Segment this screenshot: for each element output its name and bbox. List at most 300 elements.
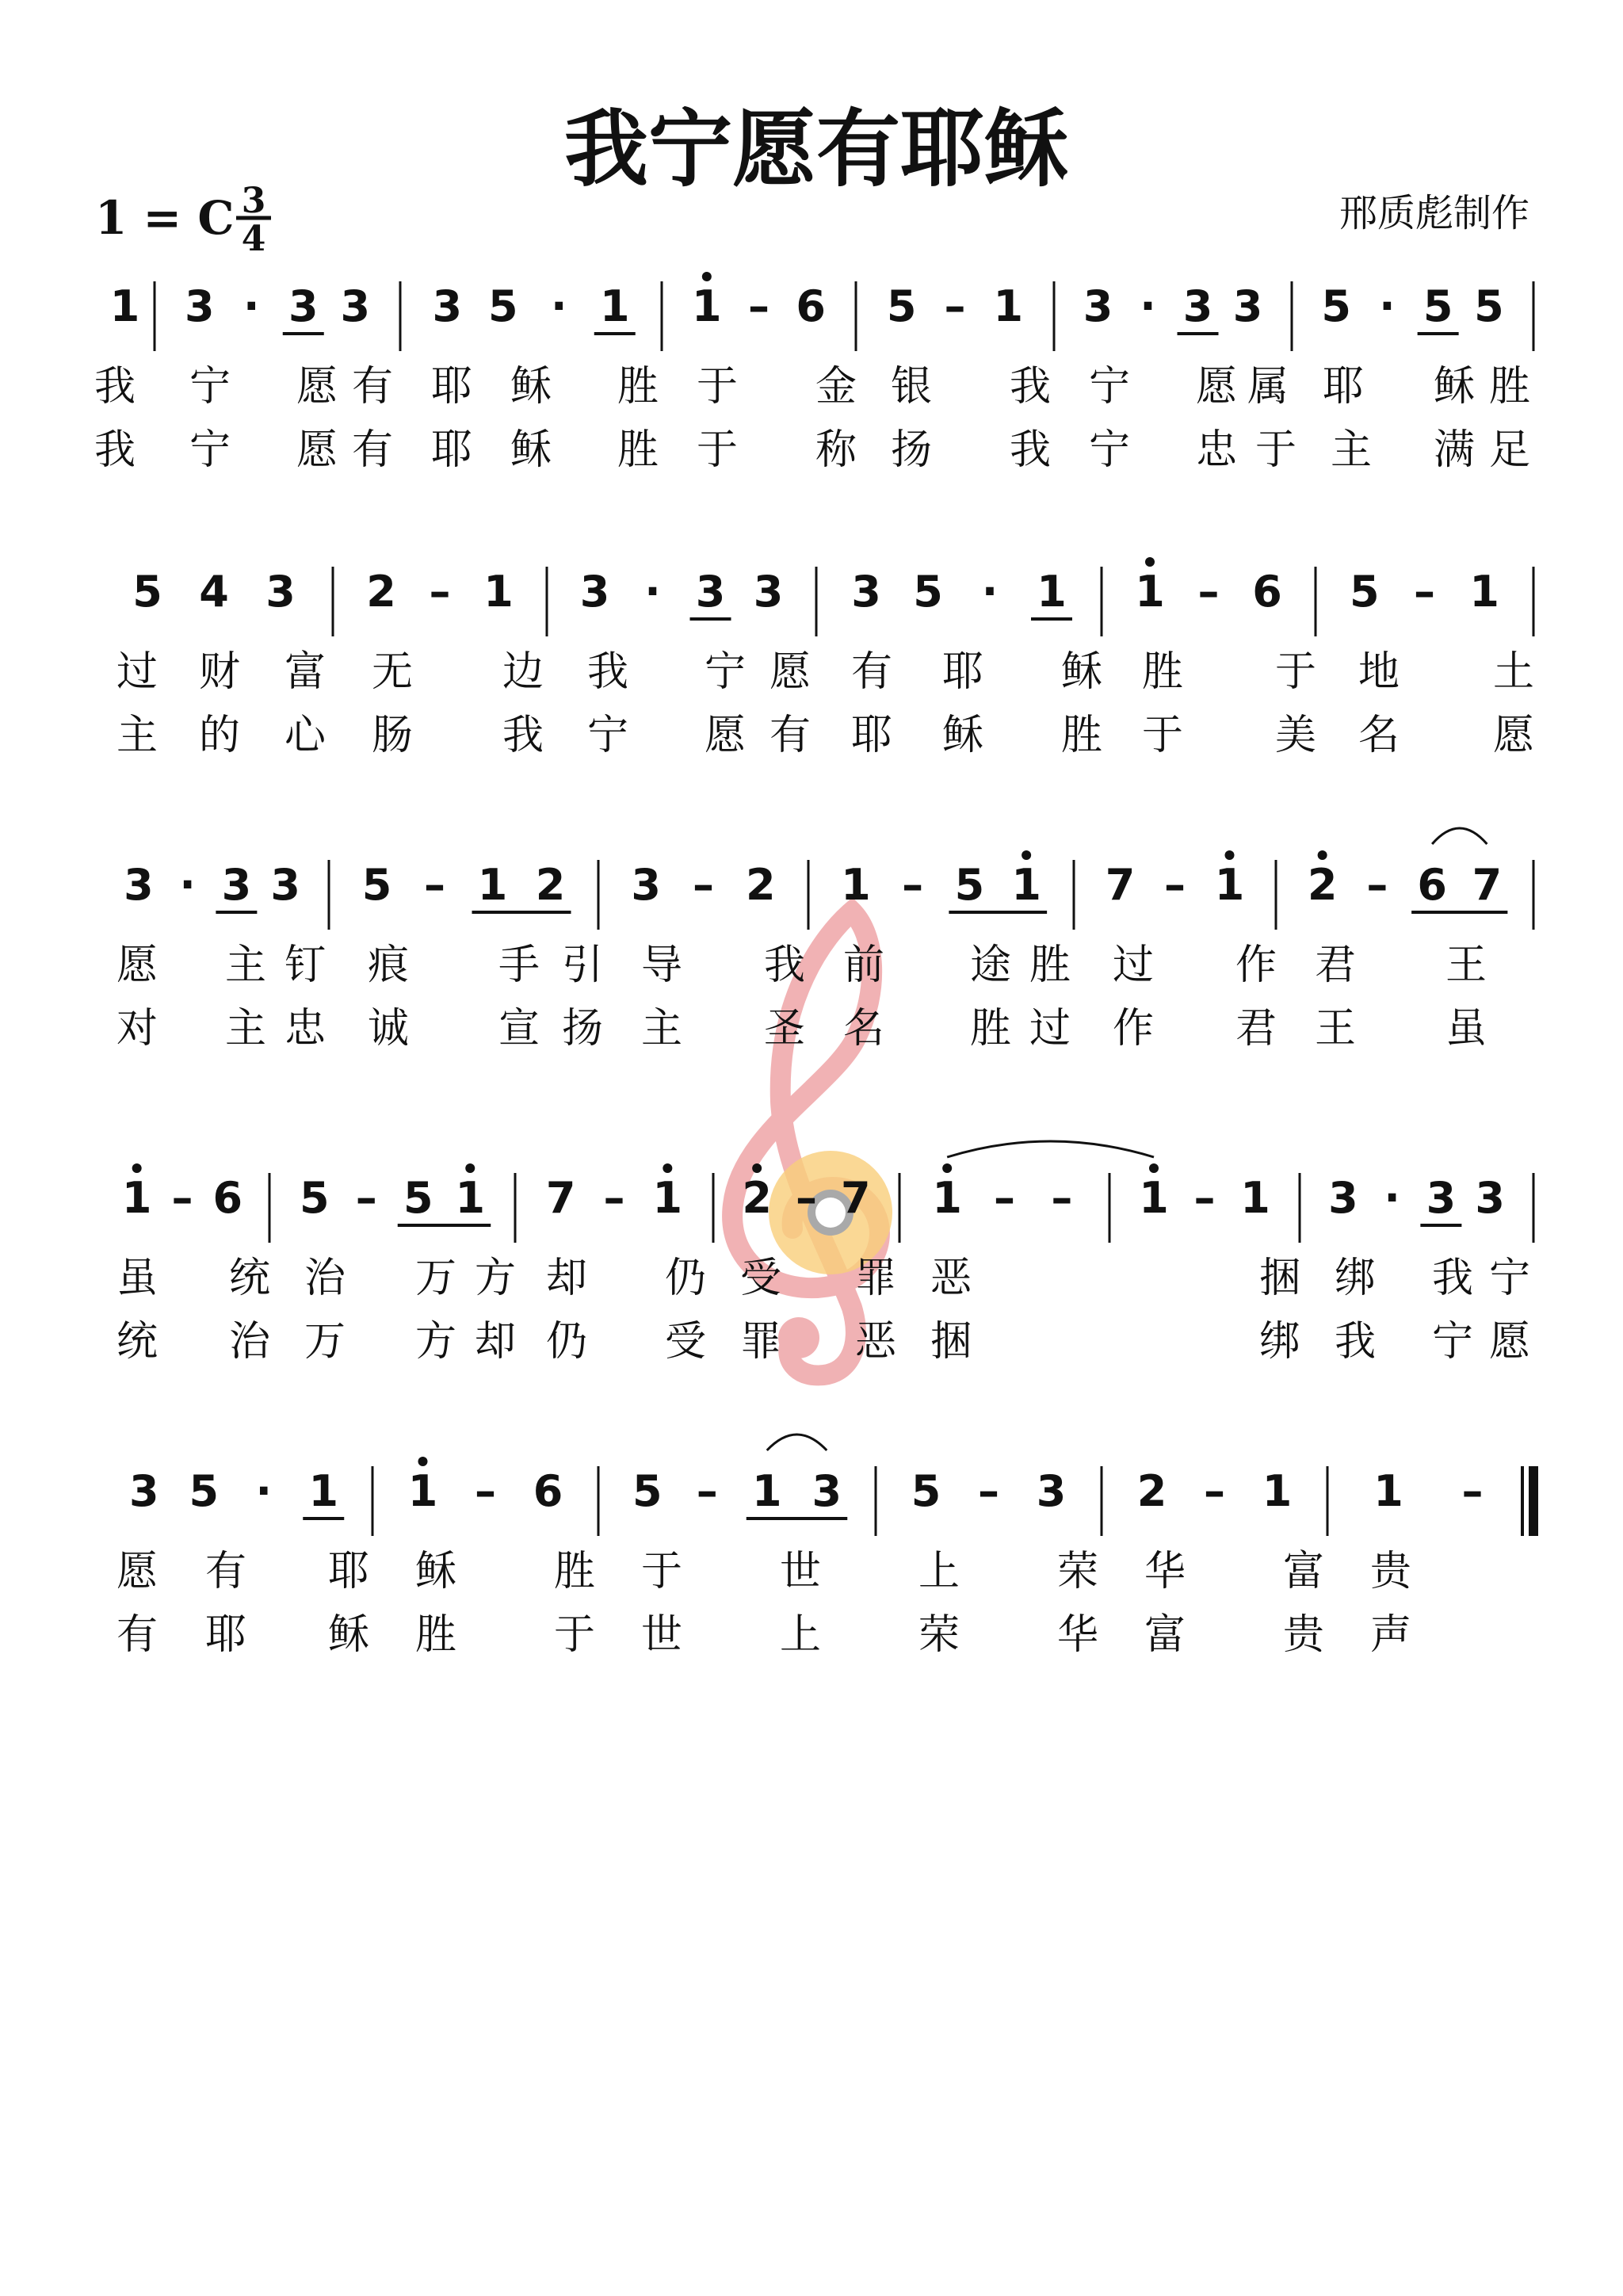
lyric-char: 绑 <box>1258 1318 1301 1366</box>
note: 1 <box>1139 1173 1169 1223</box>
lyric-char: 我 <box>94 363 136 411</box>
lyric-char: 属 <box>1247 363 1289 411</box>
dot: · <box>1140 281 1156 331</box>
lyric-char: 作 <box>1235 942 1277 989</box>
lyric-char: 于 <box>1274 648 1317 696</box>
note: 5 <box>1474 281 1504 331</box>
measure <box>631 860 775 910</box>
dash-note: – <box>429 567 451 617</box>
lyric-char: 宁 <box>189 363 231 411</box>
note: 1 <box>1373 1466 1403 1516</box>
lyric-char: 我 <box>1431 1255 1474 1302</box>
note: 3 <box>265 567 296 617</box>
note: 5 <box>911 1466 941 1516</box>
note: 3 <box>288 281 319 331</box>
measure <box>632 1435 847 1519</box>
note: 5 <box>886 281 917 331</box>
system-2 <box>116 557 1534 759</box>
note: 3 <box>128 1466 159 1516</box>
dash-note: – <box>475 1466 496 1516</box>
lyric-char: 耶 <box>941 648 984 696</box>
lyric-char: 愿 <box>769 648 812 696</box>
lyric-line-1 <box>116 1548 1414 1595</box>
note: 1 <box>599 281 630 331</box>
lyric-line-2 <box>94 426 1530 474</box>
note: 2 <box>742 1173 772 1223</box>
dash-note: – <box>944 281 966 331</box>
note: 5 <box>132 567 162 617</box>
lyric-char: 稣 <box>1060 648 1103 696</box>
lyric-char: 过 <box>1029 1005 1071 1052</box>
measure <box>1350 567 1499 617</box>
note: 7 <box>1472 860 1503 910</box>
lyric-char: 宁 <box>1088 426 1131 474</box>
lyric-char: 于 <box>696 363 739 411</box>
lyric-line-2 <box>116 712 1534 759</box>
lyric-char: 肠 <box>371 712 414 759</box>
lyric-char: 愿 <box>296 426 338 474</box>
note: 1 <box>477 860 508 910</box>
note: 3 <box>579 567 610 617</box>
lyric-char: 稣 <box>1433 363 1476 411</box>
measure <box>851 567 1072 619</box>
lyric-char: 仍 <box>664 1255 707 1302</box>
lyric-char: 愿 <box>1195 363 1238 411</box>
tie-arc <box>1432 828 1487 844</box>
system-1 <box>94 272 1533 474</box>
note: 1 <box>932 1173 962 1223</box>
lyric-char: 主 <box>640 1005 683 1052</box>
note: 2 <box>746 860 776 910</box>
measure <box>1137 1466 1293 1516</box>
lyric-char: 主 <box>116 712 158 759</box>
octave-dot <box>942 1163 952 1173</box>
note: 2 <box>1307 860 1338 910</box>
dot: · <box>179 860 196 910</box>
octave-dot <box>663 1163 672 1173</box>
author-credit: 邢质彪制作 <box>1338 191 1529 235</box>
note: 3 <box>1036 1466 1067 1516</box>
lyric-char: 世 <box>640 1611 683 1659</box>
note: 3 <box>695 567 726 617</box>
lyric-char: 稣 <box>510 363 552 411</box>
note: 6 <box>212 1173 243 1223</box>
lyric-char: 圣 <box>763 1005 806 1052</box>
lyric-char: 虽 <box>1445 1005 1487 1052</box>
measure <box>1328 1173 1505 1225</box>
lyric-char: 声 <box>1369 1611 1412 1659</box>
lyric-char: 引 <box>561 942 604 989</box>
note: 5 <box>913 567 943 617</box>
dash-note: – <box>748 281 769 331</box>
key-signature <box>95 181 271 259</box>
lyric-char: 胜 <box>553 1548 596 1595</box>
lyric-char: 罪 <box>739 1318 782 1366</box>
measure <box>122 1163 242 1223</box>
note: 1 <box>1011 860 1041 910</box>
lyric-char: 受 <box>664 1318 707 1366</box>
lyric-char: 导 <box>640 942 683 989</box>
lyric-char: 土 <box>1492 648 1535 696</box>
note: 3 <box>184 281 215 331</box>
lyric-char: 稣 <box>510 426 552 474</box>
lyric-char: 有 <box>204 1548 247 1595</box>
note: 1 <box>1214 860 1245 910</box>
lyric-char: 胜 <box>969 1005 1012 1052</box>
octave-dot <box>132 1163 142 1173</box>
lyric-char: 名 <box>1358 712 1400 759</box>
measure <box>887 281 1023 331</box>
measure <box>692 272 826 331</box>
dot: · <box>1379 281 1396 331</box>
lyric-char: 上 <box>779 1611 822 1659</box>
note: 3 <box>221 860 252 910</box>
lyric-char: 君 <box>1235 1005 1277 1052</box>
dash-note: – <box>603 1173 625 1223</box>
measure <box>408 1457 563 1516</box>
lyric-char: 对 <box>116 1005 158 1052</box>
lyric-line-1 <box>94 363 1530 411</box>
note: 1 <box>1469 567 1499 617</box>
note: 5 <box>954 860 985 910</box>
note: 6 <box>796 281 826 331</box>
note: 7 <box>1105 860 1136 910</box>
dot: · <box>981 567 999 617</box>
lyric-char: 忠 <box>284 1005 327 1052</box>
lyric-char: 愿 <box>704 712 747 759</box>
lyric-char: 称 <box>815 426 857 474</box>
dot: · <box>255 1466 273 1516</box>
note: 1 <box>109 281 140 331</box>
note: 1 <box>1135 567 1165 617</box>
dash-note: – <box>1197 567 1220 617</box>
dot: · <box>1384 1173 1400 1223</box>
measure <box>742 1163 870 1223</box>
note: 3 <box>1475 1173 1505 1223</box>
lyric-char: 我 <box>1334 1318 1377 1366</box>
lyric-char: 有 <box>351 426 394 474</box>
lyric-char: 过 <box>1112 942 1155 989</box>
lyric-line-1 <box>116 648 1534 696</box>
note: 5 <box>403 1173 433 1223</box>
lyric-char: 于 <box>1254 426 1297 474</box>
measure <box>1373 1466 1483 1516</box>
lyric-char: 耶 <box>850 712 893 759</box>
note: 3 <box>340 281 371 331</box>
lyric-char: 宁 <box>1431 1318 1474 1366</box>
octave-dot <box>465 1163 475 1173</box>
lyric-char: 胜 <box>1488 363 1531 411</box>
note: 3 <box>753 567 784 617</box>
dash-note: – <box>693 860 714 910</box>
dot: · <box>550 281 567 331</box>
octave-dot <box>752 1163 762 1173</box>
lyric-char: 的 <box>198 712 241 759</box>
lyric-char: 名 <box>842 1005 885 1052</box>
lyric-char: 银 <box>890 363 933 411</box>
time-signature-top: 3 <box>241 181 266 221</box>
note: 1 <box>1262 1466 1293 1516</box>
measure <box>911 1466 1067 1516</box>
lyric-char: 稣 <box>327 1611 370 1659</box>
lyric-char: 心 <box>284 712 327 759</box>
note: 1 <box>692 281 722 331</box>
lyric-char: 财 <box>198 648 241 696</box>
dash-note: – <box>1366 860 1388 910</box>
lyric-char: 胜 <box>1029 942 1071 989</box>
dash-note: – <box>424 860 445 910</box>
measure <box>124 860 300 912</box>
measure <box>841 850 1047 912</box>
lyric-char: 愿 <box>296 363 338 411</box>
measure <box>932 1163 1072 1223</box>
dash-note: – <box>994 1173 1015 1223</box>
lyric-char: 主 <box>224 1005 267 1052</box>
lyric-char: 荣 <box>918 1611 960 1659</box>
lyric-char: 绑 <box>1334 1255 1377 1302</box>
dash-note: – <box>696 1466 718 1516</box>
lyric-char: 耶 <box>430 426 473 474</box>
lyric-char: 捆 <box>1258 1255 1301 1302</box>
note: 3 <box>1232 281 1263 331</box>
note: 3 <box>812 1466 842 1516</box>
measure <box>366 567 514 617</box>
note: 3 <box>1083 281 1113 331</box>
note: 5 <box>361 860 392 910</box>
lyric-char: 地 <box>1358 648 1400 696</box>
lyric-char: 愿 <box>1488 1318 1531 1366</box>
measure <box>432 281 635 334</box>
lyric-char: 富 <box>1282 1548 1325 1595</box>
lyric-char: 统 <box>228 1255 271 1302</box>
tie-arc <box>947 1141 1154 1157</box>
note: 2 <box>535 860 566 910</box>
lyric-char: 愿 <box>116 1548 158 1595</box>
note: 1 <box>483 567 514 617</box>
measure <box>1321 281 1503 334</box>
lyric-char: 稣 <box>941 712 984 759</box>
lyric-char: 耶 <box>430 363 473 411</box>
lyric-char: 胜 <box>617 363 659 411</box>
note: 3 <box>1426 1173 1457 1223</box>
lyric-char: 耶 <box>327 1548 370 1595</box>
dash-note: – <box>796 1173 817 1223</box>
lyric-char: 有 <box>351 363 394 411</box>
lyric-char: 恶 <box>930 1255 972 1302</box>
lyric-char: 主 <box>224 942 267 989</box>
note: 1 <box>652 1173 683 1223</box>
lyric-char: 于 <box>1141 712 1184 759</box>
octave-dot <box>1149 1163 1159 1173</box>
octave-dot <box>418 1457 428 1466</box>
lyric-line-2 <box>116 1005 1487 1052</box>
lyric-char: 却 <box>474 1318 517 1366</box>
lyric-char: 宁 <box>586 712 629 759</box>
dash-note: – <box>1204 1466 1225 1516</box>
lyric-char: 宣 <box>498 1005 540 1052</box>
note: 5 <box>299 1173 330 1223</box>
lyric-char: 边 <box>502 648 544 696</box>
note: 1 <box>1037 567 1067 617</box>
lyric-char: 罪 <box>854 1255 897 1302</box>
lyric-char: 却 <box>545 1255 588 1302</box>
lyric-char: 无 <box>371 648 414 696</box>
lyric-char: 金 <box>815 363 857 411</box>
lyric-char: 我 <box>1009 426 1052 474</box>
dash-note: – <box>978 1466 999 1516</box>
lyric-char: 有 <box>850 648 893 696</box>
note: 6 <box>533 1466 563 1516</box>
note: 1 <box>993 281 1024 331</box>
lyric-char: 忠 <box>1195 426 1238 474</box>
lyric-char: 王 <box>1445 942 1487 989</box>
measure <box>1083 281 1263 334</box>
lyric-char: 前 <box>842 942 885 989</box>
lyric-char: 我 <box>94 426 136 474</box>
time-signature-bottom: 4 <box>241 219 266 259</box>
lyric-char: 方 <box>474 1255 517 1302</box>
note: 3 <box>631 860 661 910</box>
lyric-char: 宁 <box>1488 1255 1531 1302</box>
dash-note: – <box>1414 567 1435 617</box>
lyric-char: 君 <box>1314 942 1357 989</box>
note: 2 <box>1136 1466 1167 1516</box>
note: 1 <box>841 860 871 910</box>
lyric-char: 宁 <box>704 648 747 696</box>
measure <box>110 281 140 331</box>
note: 1 <box>407 1466 438 1516</box>
key-label: 1 = C <box>95 191 235 245</box>
lyric-char: 宁 <box>189 426 231 474</box>
measure <box>300 1163 491 1225</box>
measure <box>1135 557 1282 617</box>
lyric-char: 稣 <box>414 1548 457 1595</box>
lyric-char: 钉 <box>284 942 327 989</box>
lyric-char: 愿 <box>1492 712 1535 759</box>
lyric-char: 万 <box>414 1255 457 1302</box>
note: 1 <box>308 1466 339 1516</box>
lyric-line-1 <box>116 942 1487 989</box>
note: 3 <box>124 860 154 910</box>
lyric-char: 受 <box>739 1255 782 1302</box>
lyric-char: 有 <box>769 712 812 759</box>
lyric-char: 扬 <box>561 1005 604 1052</box>
note: 6 <box>1417 860 1447 910</box>
note: 1 <box>1240 1173 1270 1223</box>
note: 5 <box>632 1466 663 1516</box>
lyric-char: 诚 <box>367 1005 410 1052</box>
lyric-char: 美 <box>1274 712 1317 759</box>
measure <box>129 1466 344 1519</box>
lyric-char: 华 <box>1144 1548 1186 1595</box>
lyric-char: 过 <box>116 648 158 696</box>
lyric-char: 富 <box>284 648 327 696</box>
system-5 <box>116 1435 1533 1659</box>
note: 1 <box>751 1466 782 1516</box>
lyric-char: 富 <box>1144 1611 1186 1659</box>
note: 1 <box>121 1173 152 1223</box>
dash-note: – <box>1193 1173 1216 1223</box>
lyric-char: 愿 <box>116 942 158 989</box>
lyric-char: 于 <box>640 1548 683 1595</box>
tie-arc <box>767 1435 827 1450</box>
lyric-char: 胜 <box>414 1611 457 1659</box>
lyric-char: 宁 <box>1088 363 1131 411</box>
octave-dot <box>1225 850 1235 860</box>
lyric-line-2 <box>116 1318 1530 1366</box>
note: 5 <box>1321 281 1351 331</box>
lyric-char: 世 <box>779 1548 822 1595</box>
measure <box>362 860 571 912</box>
octave-dot <box>1022 850 1031 860</box>
note: 4 <box>199 567 229 617</box>
note: 2 <box>366 567 396 617</box>
note: 3 <box>270 860 300 910</box>
dot: · <box>644 567 661 617</box>
lyric-char: 满 <box>1433 426 1476 474</box>
lyric-char: 我 <box>1009 363 1052 411</box>
dash-note: – <box>1164 860 1186 910</box>
octave-dot <box>702 272 712 281</box>
page-title: 我宁愿有耶稣 <box>564 99 1068 198</box>
lyric-char: 治 <box>228 1318 271 1366</box>
note: 3 <box>1182 281 1213 331</box>
lyric-char: 作 <box>1112 1005 1155 1052</box>
lyric-char: 贵 <box>1369 1548 1412 1595</box>
dash-note: – <box>902 860 924 910</box>
note: 5 <box>189 1466 220 1516</box>
note: 7 <box>545 1173 576 1223</box>
octave-dot <box>1318 850 1327 860</box>
lyric-char: 胜 <box>1060 712 1103 759</box>
note: 6 <box>1252 567 1282 617</box>
lyric-char: 扬 <box>890 426 933 474</box>
dash-note: – <box>171 1173 193 1223</box>
dash-note: – <box>1051 1173 1073 1223</box>
lyric-char: 王 <box>1314 1005 1357 1052</box>
lyric-char: 有 <box>116 1611 158 1659</box>
lyric-char: 我 <box>763 942 806 989</box>
lyric-char: 胜 <box>617 426 659 474</box>
note: 3 <box>851 567 881 617</box>
lyric-char: 足 <box>1488 426 1531 474</box>
lyric-line-2 <box>116 1611 1411 1659</box>
measure <box>580 567 784 619</box>
note: 1 <box>455 1173 486 1223</box>
lyric-char: 虽 <box>116 1255 158 1302</box>
lyric-char: 途 <box>969 942 1012 989</box>
note: 3 <box>1328 1173 1358 1223</box>
note: 7 <box>841 1173 871 1223</box>
lyric-char: 耶 <box>204 1611 247 1659</box>
measure <box>1308 828 1508 912</box>
lyric-char: 胜 <box>1141 648 1184 696</box>
lyric-char: 痕 <box>367 942 410 989</box>
lyric-char: 华 <box>1056 1611 1099 1659</box>
measure <box>185 281 370 334</box>
lyric-char: 我 <box>586 648 629 696</box>
note: 5 <box>1350 567 1380 617</box>
note: 3 <box>432 281 463 331</box>
lyric-char: 统 <box>116 1318 158 1366</box>
lyric-char: 方 <box>414 1318 457 1366</box>
lyric-char: 主 <box>1330 426 1373 474</box>
lyric-char: 耶 <box>1322 363 1365 411</box>
dash-note: – <box>355 1173 377 1223</box>
measure <box>132 567 296 617</box>
lyric-char: 恶 <box>854 1318 897 1366</box>
octave-dot <box>1145 557 1155 567</box>
